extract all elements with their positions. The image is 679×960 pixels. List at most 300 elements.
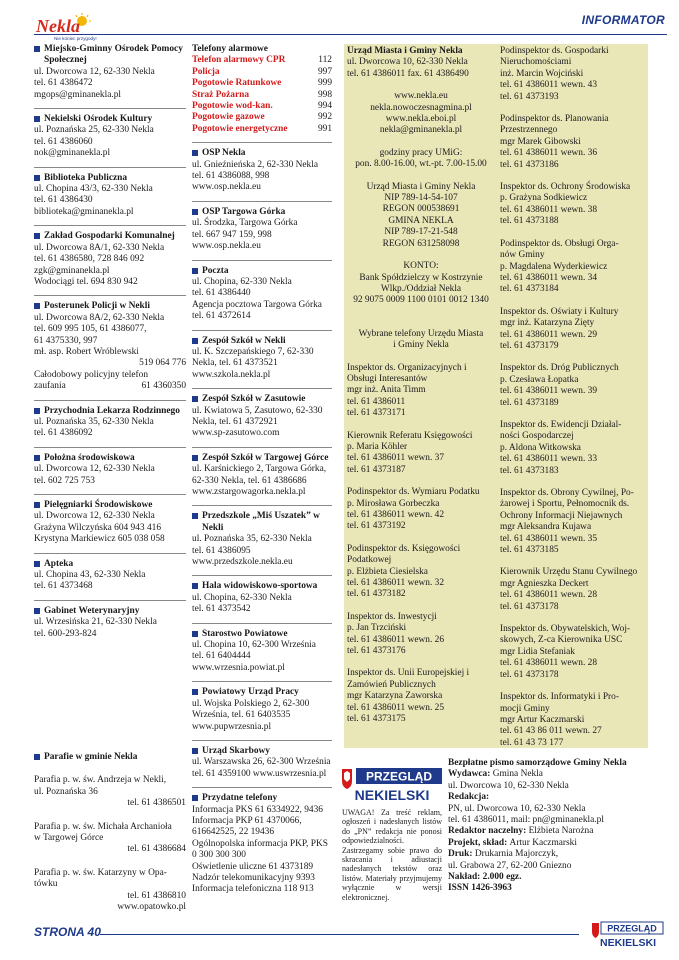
disclaimer-note: UWAGA! Za treść reklam, ogłoszeń i nadesłanych listów do „PN” redakcja nie ponosi odpowiedzialności. Zastrzegamy sobie prawo do skracania i adiustacji nadesłanych tekstów oraz listów. Materiały przyjmujemy wyłącznie w wersji elektronicznej. — [342, 808, 442, 902]
contact-line: tel. 61 4386011 wewn. 39 — [500, 386, 598, 397]
contact-line: mocji Gminy — [500, 703, 550, 714]
web-line: nekla.nowoczesnagmina.pl — [370, 102, 472, 113]
directory-entry — [34, 173, 186, 219]
contact-block — [500, 420, 648, 477]
contact-block — [347, 544, 495, 601]
entry-line: ul. Chopina, 62-330 Nekla — [192, 276, 292, 287]
divider — [192, 201, 332, 202]
imprint-label: Nakład: 2.000 egz. — [448, 872, 522, 883]
contact-block — [500, 182, 648, 228]
entry-title — [34, 301, 186, 312]
contact-line: tel. 61 4373186 — [500, 159, 559, 170]
entry-line: tel. 61 4386580, 728 846 092 — [34, 254, 145, 265]
contact-line: Kierownik Referatu Księgowości — [347, 430, 473, 441]
address-line: ul. Dworcowa 10, 62-330 Nekla — [347, 57, 468, 68]
contact-line: Inspektor ds. Ewidencji Działal- — [500, 419, 622, 430]
address-line: tel. 61 4386011 fax. 61 4386490 — [347, 68, 469, 79]
contact-line: Inspektor ds. Informatyki i Pro- — [500, 692, 619, 703]
entry-title — [192, 793, 332, 804]
imprint — [448, 758, 648, 895]
directory-entry — [34, 231, 186, 288]
directory-entry — [192, 453, 332, 499]
bullet-square-icon — [192, 209, 198, 215]
entry-title-text: Nekielski Ośrodek Kultury — [44, 114, 153, 125]
imprint-value: Elżbieta Narożna — [528, 826, 594, 837]
entry-line: Ogólnopolska informacja PKP, PKS — [192, 838, 328, 849]
directory-entry — [34, 559, 186, 593]
entry-line: Oświetlenie uliczne 61 4373189 — [192, 861, 314, 872]
contact-line: p. Jan Trzciński — [347, 623, 407, 634]
contact-line: Podinspektor ds. Planowania — [500, 114, 609, 125]
entry-title-text: Przychodnia Lekarza Rodzinnego — [44, 405, 180, 416]
contact-line: tel. 61 4386011 wewn. 35 — [500, 533, 598, 544]
contact-line: tel. 61 4386011 wewn. 34 — [500, 272, 598, 283]
web-line: www.nekla.eu — [394, 91, 448, 102]
entry-line: tel. 61 4386092 — [34, 428, 93, 439]
entry-line: www.pupwrzesnia.pl — [192, 721, 272, 732]
contact-line: Inspektor ds. Obrony Cywilnej, Po- — [500, 488, 634, 498]
contact-line: mgr Agnieszka Deckert — [500, 578, 589, 589]
nekla-logo — [34, 12, 106, 42]
entry-line: ul. Karśnickiego 2, Targowa Górka, — [192, 464, 327, 475]
bullet-square-icon — [192, 150, 198, 156]
imprint-line — [448, 872, 648, 883]
entry-line: tel. 61 4386060 — [34, 136, 93, 147]
web-line: nekla@gminanekla.pl — [379, 125, 463, 136]
contact-line: tel. 61 43 73 177 — [500, 737, 564, 748]
parish-line: w Targowej Górce — [34, 833, 104, 844]
alarm-row — [192, 112, 332, 123]
contact-block — [500, 307, 648, 353]
przeglad-nekielski-logo — [340, 765, 444, 805]
entry-line: 519 064 776 — [139, 358, 186, 369]
contact-line: tel. 61 4386011 wewn. 28 — [500, 590, 598, 601]
contact-block — [500, 239, 648, 296]
entry-title — [34, 500, 186, 511]
entry-line: mgops@gminanekla.pl — [34, 89, 122, 100]
institutions-column — [34, 44, 186, 647]
imprint-label: ISSN 1426-3963 — [448, 883, 512, 894]
contact-line: tel. 61 4373176 — [347, 646, 406, 657]
footer-przeglad-logo — [591, 920, 665, 950]
imprint-line — [448, 849, 648, 860]
imprint-label: Redaktor naczelny: — [448, 826, 529, 837]
entry-line: ul. Środzka, Targowa Górka — [192, 218, 298, 229]
contact-line: tel. 61 4373192 — [347, 521, 406, 532]
entry-line: nok@gminanekla.pl — [34, 148, 111, 159]
imprint-line — [448, 861, 648, 872]
contact-line: mgr Katarzyna Zaworska — [347, 691, 443, 702]
contact-line: tel. 61 4373178 — [500, 669, 559, 680]
imprint-line — [448, 781, 648, 792]
alarm-row — [192, 124, 332, 135]
emergency-column — [192, 44, 332, 903]
entry-line: Grażyna Wilczyńska 604 943 416 — [34, 522, 162, 533]
contact-line: Podatkowej — [347, 555, 392, 566]
town-hall-column — [344, 44, 498, 748]
entry-title — [192, 453, 332, 464]
divider — [192, 142, 332, 143]
contact-line: mgr Artur Kaczmarski — [500, 714, 585, 725]
imprint-line — [448, 838, 648, 849]
alarm-row — [192, 78, 332, 89]
bullet-square-icon — [34, 608, 40, 614]
imprint-label: Redakcja: — [448, 792, 490, 803]
entry-line: tel. 600-293-824 — [34, 628, 97, 639]
contact-line: tel. 61 4373175 — [347, 714, 406, 725]
entry-title-text: Przydatne telefony — [202, 793, 278, 804]
contact-line: tel. 61 4373188 — [500, 216, 559, 227]
entry-line: www.przedszkole.nekla.eu — [192, 557, 293, 568]
contact-block — [500, 46, 648, 103]
contact-line: tel. 61 4373179 — [500, 340, 559, 351]
contact-line: mgr Aleksandra Kujawa — [500, 522, 592, 533]
directory-entry — [192, 629, 332, 675]
divider — [192, 575, 332, 576]
contact-line: tel. 61 4373178 — [500, 601, 559, 612]
entry-title-text: Położna środowiskowa — [44, 452, 135, 463]
entry-title-text: Urząd Skarbowy — [202, 745, 270, 756]
entry-title — [192, 687, 332, 698]
entry-title-text: Gabinet Weterynaryjny — [44, 605, 140, 616]
directory-entry — [34, 301, 186, 392]
id-line: Urząd Miasta i Gminy Nekla — [366, 181, 476, 192]
entry-title — [192, 148, 332, 159]
contact-line: tel. 61 4373189 — [500, 397, 559, 408]
entry-title-text: Pielęgniarki Środowiskowe — [44, 500, 153, 510]
contact-line: mgr inż. Anita Timm — [347, 385, 426, 396]
alarm-label: Straż Pożarna — [192, 89, 250, 100]
footer-logo-top: PRZEGLĄD — [607, 923, 657, 934]
contact-line: Podinspektor ds. Księgowości — [347, 543, 461, 554]
entry-line: Nadzór telekomunikacyjny 9393 — [192, 872, 315, 883]
entry-row — [34, 381, 186, 392]
entry-title-text: Posterunek Policji w Nekli — [44, 301, 150, 312]
alarm-label: Pogotowie Ratunkowe — [192, 78, 282, 89]
divider — [34, 225, 186, 226]
contact-line: tel. 61 4386011 wewn. 29 — [500, 329, 598, 340]
entry-title — [34, 453, 186, 464]
contact-line: tel. 61 4373183 — [500, 465, 559, 476]
bullet-square-icon — [34, 455, 40, 461]
entry-title — [34, 173, 186, 184]
entry-line: www.osp.nekla.eu — [192, 182, 261, 193]
entry-line: Całodobowy policyjny telefon — [34, 369, 149, 380]
contact-block — [500, 567, 648, 613]
bullet-square-icon — [34, 754, 40, 760]
contact-line: p. Grażyna Sodkiewicz — [500, 193, 588, 204]
entry-line: tel. 609 995 105, 61 4386077, — [34, 324, 147, 335]
alarm-label: Policja — [192, 66, 220, 77]
parish-line: tówku — [34, 879, 58, 890]
contact-line: tel. 61 4373187 — [347, 464, 406, 475]
contact-line: tel. 61 4373171 — [347, 408, 406, 419]
divider — [34, 494, 186, 495]
entry-line: tel. 61 4373468 — [34, 581, 93, 592]
directory-entry — [192, 511, 332, 568]
entry-line: Informacja telefoniczna 118 913 — [192, 884, 314, 895]
entry-title — [192, 266, 332, 277]
bullet-square-icon — [192, 455, 198, 461]
entry-title — [34, 44, 186, 67]
entry-title — [192, 207, 332, 218]
entry-line: tel. 602 725 753 — [34, 475, 95, 486]
entry-title-text: Apteka — [44, 558, 74, 569]
contact-line: Kierownik Urzędu Stanu Cywilnego — [500, 567, 638, 578]
contact-line: Obsługi Interesantów — [347, 373, 428, 384]
contact-line: mgr Lidia Stefaniak — [500, 646, 575, 657]
entry-title-text: Biblioteka Publiczna — [44, 172, 128, 183]
entry-line: ul. Gnieźnieńska 2, 62-330 Nekla — [192, 159, 319, 170]
alarm-label: Pogotowie energetyczne — [192, 123, 288, 134]
logo-top-text: PRZEGLĄD — [366, 769, 432, 784]
bullet-square-icon — [34, 408, 40, 414]
entry-title — [192, 511, 332, 534]
contact-line: tel. 61 4386011 wewn. 38 — [500, 204, 598, 215]
entry-line: tel. 61 4386430 — [34, 195, 93, 206]
contact-line: tel. 61 4386011 wewn. 36 — [500, 148, 598, 159]
entry-title — [34, 231, 186, 242]
entry-line: 62-330 Nekla, tel. 61 4386686 — [192, 475, 307, 486]
alarm-number: 999 — [317, 78, 332, 89]
entry-line: tel. 61 4386440 — [192, 288, 251, 299]
contact-line: p. Czesława Łopatka — [500, 374, 579, 385]
entry-line: tel. 61 6404444 — [192, 651, 251, 662]
entry-line: www.zstargowagorka.nekla.pl — [192, 487, 306, 497]
footer-logo-bottom: NEKIELSKI — [599, 937, 657, 949]
entry-title-text: Zespół Szkół w Targowej Górce — [202, 452, 329, 463]
entry-title — [34, 559, 186, 570]
entry-line: Wodociągi tel. 694 830 942 — [34, 276, 138, 287]
alarm-number: 994 — [317, 101, 332, 112]
contact-line: tel. 61 4386011 wewn. 26 — [347, 634, 445, 645]
contact-line: tel. 61 4386011 wewn. 25 — [347, 702, 445, 713]
contact-line: Podinspektor ds. Wymiaru Podatku — [347, 487, 480, 498]
officials-column — [498, 44, 648, 748]
entry-line: tel. 61 4359100 www.uswrzesnia.pl — [192, 768, 327, 779]
contact-line: tel. 61 4386011 wewn. 42 — [347, 510, 445, 520]
parishes-title: Parafie w gminie Nekla — [34, 752, 186, 763]
entry-line: www.osp.nekla.eu — [192, 241, 261, 252]
alarm-number: 998 — [317, 89, 332, 100]
entry-line: Agencja pocztowa Targowa Górka — [192, 299, 322, 310]
id-line: NIP 789-17-21-548 — [384, 227, 458, 238]
divider — [192, 330, 332, 331]
contact-block — [500, 363, 648, 409]
hours-line: godziny pracy UMiG: — [379, 147, 463, 158]
directory-entry — [192, 207, 332, 253]
entry-title-text: Hala widowiskowo-sportowa — [202, 581, 318, 592]
contact-line: p. Aldona Witkowska — [500, 442, 581, 453]
contact-line: Zamówień Publicznych — [347, 679, 436, 690]
bullet-square-icon — [34, 502, 40, 508]
directory-entry — [192, 581, 332, 615]
contact-line: tel. 61 4386011 wewn. 32 — [347, 578, 445, 589]
entry-title — [192, 746, 332, 757]
alarm-row — [192, 67, 332, 78]
entry-title-text: Starostwo Powiatowe — [202, 628, 288, 639]
bullet-square-icon — [192, 795, 198, 801]
alarm-label: Pogotowie wod-kan. — [192, 101, 273, 112]
id-line: REGON 000538691 — [382, 204, 460, 215]
divider — [192, 623, 332, 624]
directory-entry — [34, 44, 186, 101]
contact-line: tel. 61 4386011 wewn. 43 — [500, 80, 598, 91]
contact-block — [347, 487, 495, 533]
bank-line: Wlkp./Oddział Nekla — [380, 283, 462, 294]
imprint-label: Bezpłatne pismo samorządowe Gminy Nekla — [448, 758, 627, 768]
entry-title — [192, 629, 332, 640]
contact-line: mgr inż. Katarzyna Zięty — [500, 318, 595, 329]
directory-entry — [192, 793, 332, 896]
entry-line: ul. Dworcowa 12, 62-330 Nekla — [34, 511, 155, 522]
divider — [34, 400, 186, 401]
bullet-square-icon — [34, 233, 40, 239]
directory-entry — [34, 406, 186, 440]
entry-line: Września, tel. 61 6403535 — [192, 710, 291, 721]
row-value: 61 4360350 — [141, 381, 186, 392]
contact-line: Inspektor ds. Inwestycji — [347, 611, 437, 622]
entry-line: mł. asp. Robert Wróblewski — [34, 346, 139, 357]
entry-title-text: Przedszkole „Miś Uszatek” w Nekli — [202, 511, 320, 533]
entry-line: ul. Dworcowa 8A/1, 62-330 Nekla — [34, 242, 165, 253]
imprint-value: PN, ul. Dworcowa 10, 62-330 Nekla — [448, 803, 586, 814]
directory-entry — [192, 687, 332, 733]
parish-line: Parafia p. w. św. Andrzeja w Nekli, — [34, 775, 167, 786]
hours-line: pon. 8.00-16.00, wt.-pt. 7.00-15.00 — [355, 159, 487, 170]
divider — [192, 447, 332, 448]
logo-text: Nekla — [36, 16, 80, 36]
contact-line: skowych, Z-ca Kierownika USC — [500, 635, 623, 646]
directory-entry — [34, 453, 186, 487]
alarm-number: 991 — [317, 123, 332, 134]
id-line: GMINA NEKLA — [388, 215, 454, 226]
divider — [192, 681, 332, 682]
contact-line: żarowej i Sportu, Pełnomocnik ds. — [500, 499, 630, 510]
divider — [34, 167, 186, 168]
entry-line: www.sp-zasutowo.com — [192, 428, 280, 439]
imprint-value: tel. 61 4386011, mail: pn@gminanekla.pl — [448, 815, 604, 826]
parish-line: Parafia p. w. św. Michała Archanioła — [34, 821, 172, 832]
contact-line: tel. 61 4386011 — [347, 396, 406, 407]
parish-line: Parafia p. w. św. Katarzyny w Opa- — [34, 867, 167, 878]
parish-line: ul. Poznańska 36 — [34, 786, 98, 797]
entry-title-text: Zakład Gospodarki Komunalnej — [44, 231, 175, 242]
entry-title-text: Miejsko-Gminny Ośrodek Pomocy Społecznej — [44, 44, 183, 66]
directory-entry — [34, 114, 186, 160]
imprint-line — [448, 804, 648, 815]
contact-line: Ochrony Informacji Niejawnych — [500, 510, 623, 521]
entry-line: ul. Poznańska 25, 62-330 Nekla — [34, 125, 154, 136]
entry-title — [34, 606, 186, 617]
bank-line: 92 9075 0009 1100 0101 0012 1340 — [353, 295, 489, 306]
contact-line: tel. 61 4386011 wewn. 37 — [347, 453, 445, 464]
contact-line: inż. Marcin Wojciński — [500, 68, 584, 79]
entry-title-text: Poczta — [202, 265, 229, 276]
entry-title — [34, 406, 186, 417]
imprint-line — [448, 826, 648, 837]
alarm-number: 112 — [318, 55, 332, 66]
bullet-square-icon — [192, 396, 198, 402]
entry-line: ul. Dworcowa 12, 62-330 Nekla — [34, 464, 155, 475]
imprint-line — [448, 758, 648, 769]
directory-entry — [192, 266, 332, 323]
contact-line: Inspektor ds. Obywatelskich, Woj- — [500, 624, 631, 635]
bullet-square-icon — [192, 583, 198, 589]
contact-line: tel. 61 43 86 011 wewn. 27 — [500, 726, 602, 737]
entry-line: Informacja PKP 61 4370066, — [192, 815, 302, 826]
bank-line: Bank Spółdzielczy w Kostrzynie — [359, 272, 483, 283]
parish-item — [34, 775, 186, 809]
contact-block — [500, 624, 648, 681]
parishes-section — [34, 752, 186, 925]
entry-line: 616642525, 22 19436 — [192, 827, 275, 838]
entry-line: tel. 61 4386095 — [192, 545, 251, 556]
divider — [34, 295, 186, 296]
entry-line: tel. 667 947 159, 998 — [192, 229, 272, 240]
bullet-square-icon — [34, 561, 40, 567]
parish-phone: tel. 61 4386684 — [127, 844, 186, 855]
id-line: NIP 789-14-54-107 — [384, 193, 458, 204]
entry-line: tel. 61 4386472 — [34, 78, 93, 89]
entry-line: tel. 61 4386088, 998 — [192, 171, 270, 182]
contact-line: p. Maria Köhler — [347, 441, 408, 452]
parish-item — [34, 822, 186, 856]
alarm-number: 997 — [317, 66, 332, 77]
town-hall-title: Urząd Miasta i Gminy Nekla — [347, 46, 463, 56]
entry-line: ul. Chopina 43/3, 62-330 Nekla — [34, 184, 153, 195]
entry-title-text: OSP Nekla — [202, 148, 246, 159]
bullet-square-icon — [192, 338, 198, 344]
contact-line: Inspektor ds. Dróg Publicznych — [500, 363, 619, 374]
alarm-title: Telefony alarmowe — [192, 44, 268, 54]
page-number: STRONA 40 — [34, 925, 101, 939]
imprint-value: Drukarnia Majorczyk, — [474, 849, 559, 860]
entry-line: www.wrzesnia.powiat.pl — [192, 662, 285, 673]
entry-line: Nekla, tel. 61 4372921 — [192, 416, 278, 427]
logo-bottom-text: NEKIELSKI — [354, 787, 430, 803]
contact-line: tel. 61 4386011 wewn. 28 — [500, 658, 598, 669]
imprint-line — [448, 769, 648, 780]
contact-line: tel. 61 4373193 — [500, 91, 559, 102]
divider — [34, 108, 186, 109]
entry-line: ul. Poznańska 35, 62-330 Nekla — [192, 534, 312, 545]
divider — [192, 388, 332, 389]
bank-line: KONTO: — [403, 261, 439, 272]
entry-line: ul. Kwiatowa 5, Zasutowo, 62-330 — [192, 405, 323, 416]
bullet-square-icon — [34, 46, 40, 52]
divider — [34, 447, 186, 448]
contact-line: tel. 61 4373185 — [500, 545, 559, 556]
imprint-label: Wydawca: — [448, 769, 493, 780]
entry-line: biblioteka@gminanekla.pl — [34, 206, 134, 217]
subheading-line: Wybrane telefony Urzędu Miasta — [358, 328, 484, 339]
imprint-label: Projekt, skład: — [448, 837, 510, 848]
contact-block — [347, 431, 495, 477]
entry-line: ul. Wrzesińska 21, 62-330 Nekla — [34, 617, 157, 628]
alarm-row — [192, 90, 332, 101]
divider — [192, 505, 332, 506]
divider — [192, 260, 332, 261]
directory-entry — [192, 336, 332, 382]
entry-title — [192, 394, 332, 405]
entry-title-text: Zespół Szkół w Zasutowie — [202, 394, 306, 405]
entry-line: ul. Wojska Polskiego 2, 62-300 — [192, 698, 310, 709]
entry-line: tel. 61 4372614 — [192, 311, 251, 322]
contact-line: Nieruchomościami — [500, 57, 572, 68]
entry-line: ul. Chopina, 62-330 Nekla — [192, 592, 292, 603]
contact-block — [347, 668, 495, 725]
